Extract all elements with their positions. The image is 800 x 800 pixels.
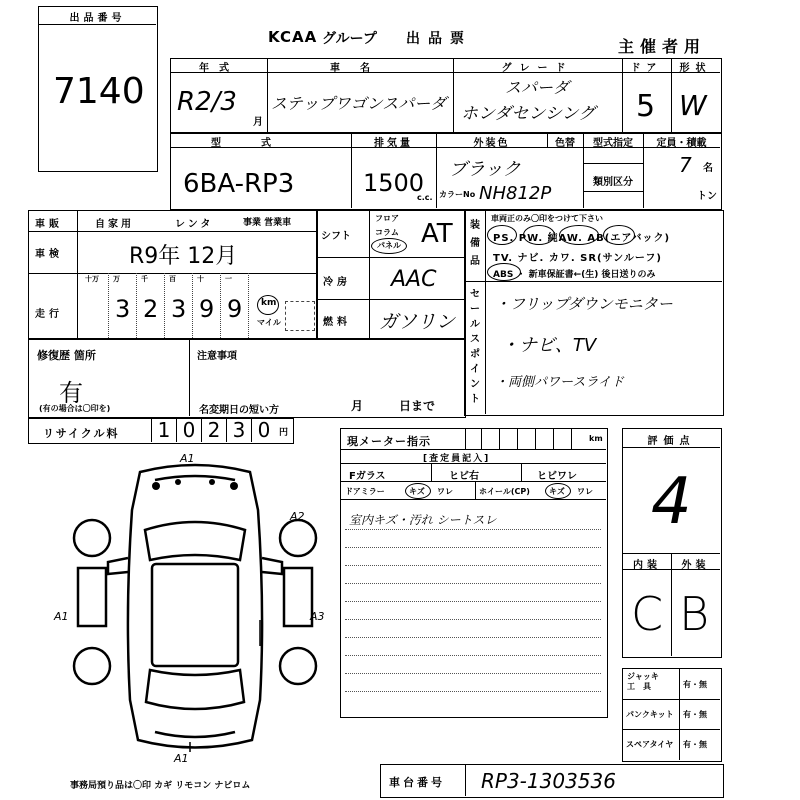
ac-value: AAC bbox=[391, 267, 437, 292]
mileage-digit-cell bbox=[165, 273, 193, 338]
color-code-label: カラーNo bbox=[439, 190, 476, 199]
assess-label: [査定員記入] bbox=[423, 454, 491, 464]
lot-number-label: 出品番号 bbox=[69, 13, 126, 24]
ab-circle bbox=[603, 225, 635, 245]
meter-km: km bbox=[589, 434, 603, 443]
usage-rental[interactable]: レンタ bbox=[175, 219, 214, 230]
mileage-label: 走行 bbox=[35, 309, 63, 320]
tools-spare-value: 有・無 bbox=[683, 740, 707, 749]
recycle-digit: 0 bbox=[176, 419, 201, 442]
tools-table bbox=[622, 668, 722, 762]
sales-line-2: ・ナビ、TV bbox=[501, 335, 597, 356]
mileage-digit-cell bbox=[221, 273, 249, 338]
logo: KCAA bbox=[268, 28, 318, 46]
lot-number-value: 7140 bbox=[53, 71, 145, 112]
displacement-label: 排気量 bbox=[374, 138, 413, 149]
repair-note: (有の場合は〇印を) bbox=[39, 404, 111, 413]
row2-table bbox=[170, 132, 722, 210]
form-title: 出品票 bbox=[406, 31, 472, 47]
recycle-digit: 3 bbox=[226, 419, 251, 442]
grade-value-line1: スパーダ bbox=[505, 78, 570, 97]
equipment-note: 車両正のみ〇印をつけて下さい bbox=[491, 214, 603, 223]
shift-label: シフト bbox=[321, 231, 351, 242]
equipment-sales-table bbox=[464, 210, 724, 416]
inspection-label: 車検 bbox=[35, 249, 63, 260]
chassis-value: RP3-1303536 bbox=[481, 769, 616, 793]
glass-cell-2: ヒビワレ bbox=[537, 471, 577, 482]
abs-circle bbox=[487, 263, 521, 281]
pw-circle bbox=[523, 225, 555, 245]
usage-business[interactable]: 事業 営業車 bbox=[243, 218, 292, 228]
exterior-value: B bbox=[679, 587, 710, 641]
usage-label: 車販 bbox=[35, 219, 63, 230]
score-table bbox=[622, 428, 722, 658]
tools-spare-label: スペアタイヤ bbox=[626, 740, 674, 749]
damage-mark-left: A1 bbox=[54, 610, 69, 623]
interior-value: C bbox=[631, 587, 664, 641]
chassis-table bbox=[380, 764, 724, 798]
color-change-label: 色替 bbox=[555, 138, 575, 149]
mileage-digit-cell bbox=[137, 273, 165, 338]
grade-label: グレード bbox=[501, 63, 574, 74]
deadline-day: 日まで bbox=[399, 399, 436, 413]
shift-floor[interactable]: フロア bbox=[375, 214, 399, 223]
mirror-cell-2: ワレ bbox=[437, 487, 453, 496]
tools-jack-label: ジャッキ 工 具 bbox=[627, 672, 659, 691]
car-damage-diagram bbox=[54, 450, 330, 770]
mile-checkbox[interactable] bbox=[285, 301, 315, 331]
tools-jack-value: 有・無 bbox=[683, 680, 707, 689]
glass-cell-1: ヒビ右 bbox=[449, 471, 479, 482]
mileage-digit: 2 bbox=[143, 295, 159, 323]
class-label: 類別区分 bbox=[593, 177, 633, 188]
tools-puncture-label: パンクキット bbox=[626, 710, 674, 719]
recycle-digit: 1 bbox=[151, 419, 176, 442]
equipment-label: 装 備 品 bbox=[470, 220, 480, 267]
year-value: R2/3 bbox=[177, 87, 237, 117]
year-label: 年式 bbox=[199, 63, 239, 74]
shift-column[interactable]: コラム bbox=[375, 228, 399, 237]
shift-panel[interactable]: パネル bbox=[377, 241, 401, 250]
mirror-cell-1: キズ bbox=[409, 487, 425, 496]
capacity-value: 7 bbox=[679, 153, 692, 177]
ac-label: 冷房 bbox=[323, 277, 351, 288]
mileage-unit-label: 百 bbox=[169, 275, 176, 283]
repair-caution-table bbox=[28, 338, 466, 418]
score-label: 評価点 bbox=[647, 436, 696, 447]
doors-label: ドア bbox=[630, 63, 663, 74]
aw-circle bbox=[559, 225, 599, 245]
interior-label: 内装 bbox=[633, 560, 661, 571]
mileage-digit: 3 bbox=[115, 295, 131, 323]
type-label: 型式 bbox=[211, 138, 311, 149]
km-unit[interactable]: km bbox=[261, 298, 277, 308]
exterior-label: 外装 bbox=[681, 560, 710, 571]
recycle-unit: 円 bbox=[279, 428, 289, 438]
ton-unit: トン bbox=[697, 191, 717, 202]
deadline-label: 名変期日の短い方 bbox=[199, 405, 279, 416]
usage-table bbox=[28, 210, 318, 340]
mileage-digit: 3 bbox=[171, 295, 187, 323]
sales-line-3: ・両側パワースライド bbox=[495, 375, 624, 390]
mileage-digit: 9 bbox=[227, 295, 243, 323]
ps-circle bbox=[487, 225, 517, 245]
equipment-line1: PS. PW. 純AW. AB(エアバック) bbox=[493, 233, 671, 244]
inspection-value: R9年 12月 bbox=[129, 244, 238, 269]
fuel-label: 燃料 bbox=[323, 317, 351, 328]
row1-table bbox=[170, 58, 722, 134]
exterior-color-label: 外装色 bbox=[473, 138, 510, 149]
recycle-digit: 0 bbox=[251, 419, 276, 442]
deadline-month: 月 bbox=[351, 399, 364, 413]
model-label: 車名 bbox=[330, 63, 390, 74]
mirror-label: ドアミラー bbox=[345, 487, 385, 496]
recycle-digit: 2 bbox=[201, 419, 226, 442]
type-cert-label: 型式指定 bbox=[593, 138, 633, 149]
sales-line-1: ・フリップダウンモニター bbox=[495, 295, 673, 313]
mileage-digit-cell bbox=[193, 273, 221, 338]
usage-private[interactable]: 自家用 bbox=[95, 219, 134, 230]
mileage-unit-label: 一 bbox=[225, 275, 232, 283]
mileage-digit-cell bbox=[109, 273, 137, 338]
equipment-line3: ABS ・ 新車保証書←(生) 後日送りのみ bbox=[493, 270, 656, 280]
meter-assessment-table bbox=[340, 428, 608, 718]
equipment-line2: TV. ナビ. カワ. SR(サンルーフ) bbox=[493, 253, 662, 264]
organizer-label: 主催者用 bbox=[618, 37, 707, 56]
type-value: 6BA-RP3 bbox=[183, 169, 295, 199]
chassis-label: 車台番号 bbox=[389, 776, 445, 789]
wheel-cell-2: ワレ bbox=[577, 487, 593, 496]
repair-value: 有 bbox=[59, 379, 83, 407]
shape-value: W bbox=[679, 89, 707, 122]
damage-mark-right-front: A2 bbox=[290, 510, 305, 523]
glass-label: Fガラス bbox=[349, 471, 386, 482]
tools-puncture-value: 有・無 bbox=[683, 710, 707, 719]
mileage-unit-label: 千 bbox=[141, 275, 148, 283]
keys-note: 事務局預り品は〇印 カギ リモコン ナビロム bbox=[70, 781, 251, 791]
recycle-label: リサイクル料 bbox=[43, 427, 120, 440]
assess-note-1: 室内キズ・汚れ シートスレ bbox=[349, 513, 497, 527]
exterior-color-value: ブラック bbox=[449, 159, 521, 180]
meter-label: 現メーター指示 bbox=[347, 435, 431, 448]
damage-mark-rear: A1 bbox=[174, 752, 189, 765]
caution-label: 注意事項 bbox=[197, 351, 237, 362]
color-code-value: NH812P bbox=[479, 183, 552, 204]
displacement-value: 1500 bbox=[363, 169, 425, 197]
grade-value-line2: ホンダセンシング bbox=[461, 104, 596, 124]
shift-value: AT bbox=[421, 219, 453, 249]
year-month-unit: 月 bbox=[253, 117, 263, 128]
lot-number-box bbox=[38, 6, 158, 172]
shape-label: 形状 bbox=[679, 63, 712, 74]
score-value: 4 bbox=[651, 465, 692, 539]
doors-value: 5 bbox=[636, 89, 656, 124]
mile-unit[interactable]: マイル bbox=[257, 318, 281, 327]
wheel-cell-1: キズ bbox=[549, 487, 565, 496]
mileage-unit-label: 十 bbox=[197, 275, 204, 283]
model-value: ステップワゴンスパーダ bbox=[271, 94, 447, 113]
capacity-unit: 名 bbox=[703, 163, 713, 174]
mileage-digit: 9 bbox=[199, 295, 215, 323]
mileage-digit-cell bbox=[81, 273, 109, 338]
damage-mark-right: A3 bbox=[310, 610, 325, 623]
specs-table bbox=[316, 210, 466, 340]
group-text: グループ bbox=[322, 31, 377, 47]
fuel-value: ガソリン bbox=[379, 311, 456, 333]
wheel-label: ホイール(CP) bbox=[479, 487, 530, 496]
repair-label: 修復歴 箇所 bbox=[37, 349, 96, 362]
recycle-table bbox=[28, 418, 294, 444]
capacity-label: 定員・積載 bbox=[656, 138, 707, 149]
displacement-unit: c.c. bbox=[417, 193, 433, 202]
sales-point-label: セ ー ル ス ポ イ ン ト bbox=[470, 289, 480, 405]
mileage-unit-label: 万 bbox=[113, 275, 120, 283]
mileage-unit-label: 十万 bbox=[85, 275, 99, 283]
damage-mark-front: A1 bbox=[180, 452, 195, 465]
